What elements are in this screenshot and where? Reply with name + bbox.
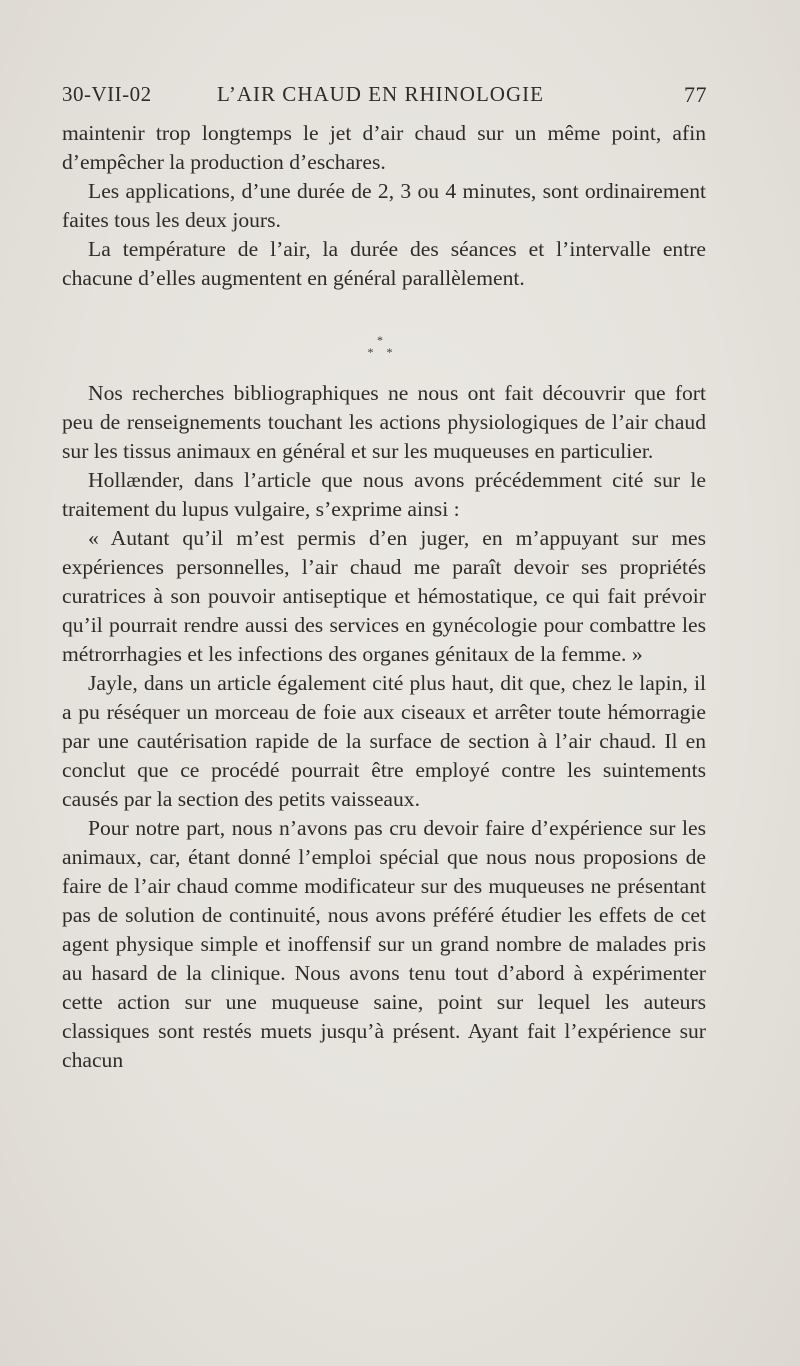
quotation-paragraph: « Autant qu’il m’est permis d’en juger, en m’appuyant sur mes expériences personnelles, l’air chaud me paraît devoir ses propriétés curatrices à son pouvoir antiseptique et hémostatique, ce qui fait prévoir qu’il pourrait rendre aussi des services en gynécologie pour combattre les métrorrhagies et les infections des organes génitaux de la femme. »: [62, 526, 706, 666]
paragraph: Pour notre part, nous n’avons pas cru devoir faire d’expérience sur les animaux, car, étant donné l’emploi spécial que nous nous proposions de faire de l’air chaud comme modificateur sur des muqueuses ne présentant pas de solution de continuité, nous avons préféré étudier les effets de cet agent physique simple et inoffensif sur un grand nombre de malades pris au hasard de la clinique. Nous avons tenu tout d’abord à expérimenter cette action sur une muqueuse saine, point sur lequel les auteurs classiques sont restés muets jusqu’à présent. Ayant fait l’expérience sur chacun: [62, 816, 706, 1072]
page-number: 77: [684, 82, 707, 107]
asterism-top: *: [377, 333, 383, 347]
paragraph: Nos recherches bibliographiques ne nous ont fait découvrir que fort peu de renseignements touchant les actions physiologiques de l’air chaud sur les tissus animaux en général et sur les muqueuses en particulier.: [62, 381, 706, 463]
paragraph: Les applications, d’une durée de 2, 3 ou 4 minutes, sont ordinairement faites tous les deux jours.: [62, 179, 706, 232]
running-title: L’AIR CHAUD EN RHINOLOGIE: [217, 82, 544, 106]
signature-mark: 30-VII-02: [62, 82, 152, 106]
paragraph: Jayle, dans un article également cité plus haut, dit que, chez le lapin, il a pu réséquer un morceau de foie aux ciseaux et arrêter toute hémorragie par une cautérisation rapide de la surface de section à l’air chaud. Il en conclut que ce procédé pourrait être employé contre les suintements causés par la section des petits vaisseaux.: [62, 671, 706, 811]
text-block-top: [62, 119, 706, 293]
text-block-main: [62, 379, 706, 1075]
page-header: [62, 80, 707, 114]
asterism-bottom: * *: [367, 345, 398, 359]
paragraph-continued: maintenir trop longtemps le jet d’air chaud sur un même point, afin d’empêcher la production d’eschares.: [62, 121, 706, 174]
paragraph: La température de l’air, la durée des séances et l’intervalle entre chacune d’elles augmentent en général parallèlement.: [62, 237, 706, 290]
section-asterism: [360, 334, 400, 370]
paragraph: Hollænder, dans l’article que nous avons précédemment cité sur le traitement du lupus vulgaire, s’exprime ainsi :: [62, 468, 706, 521]
